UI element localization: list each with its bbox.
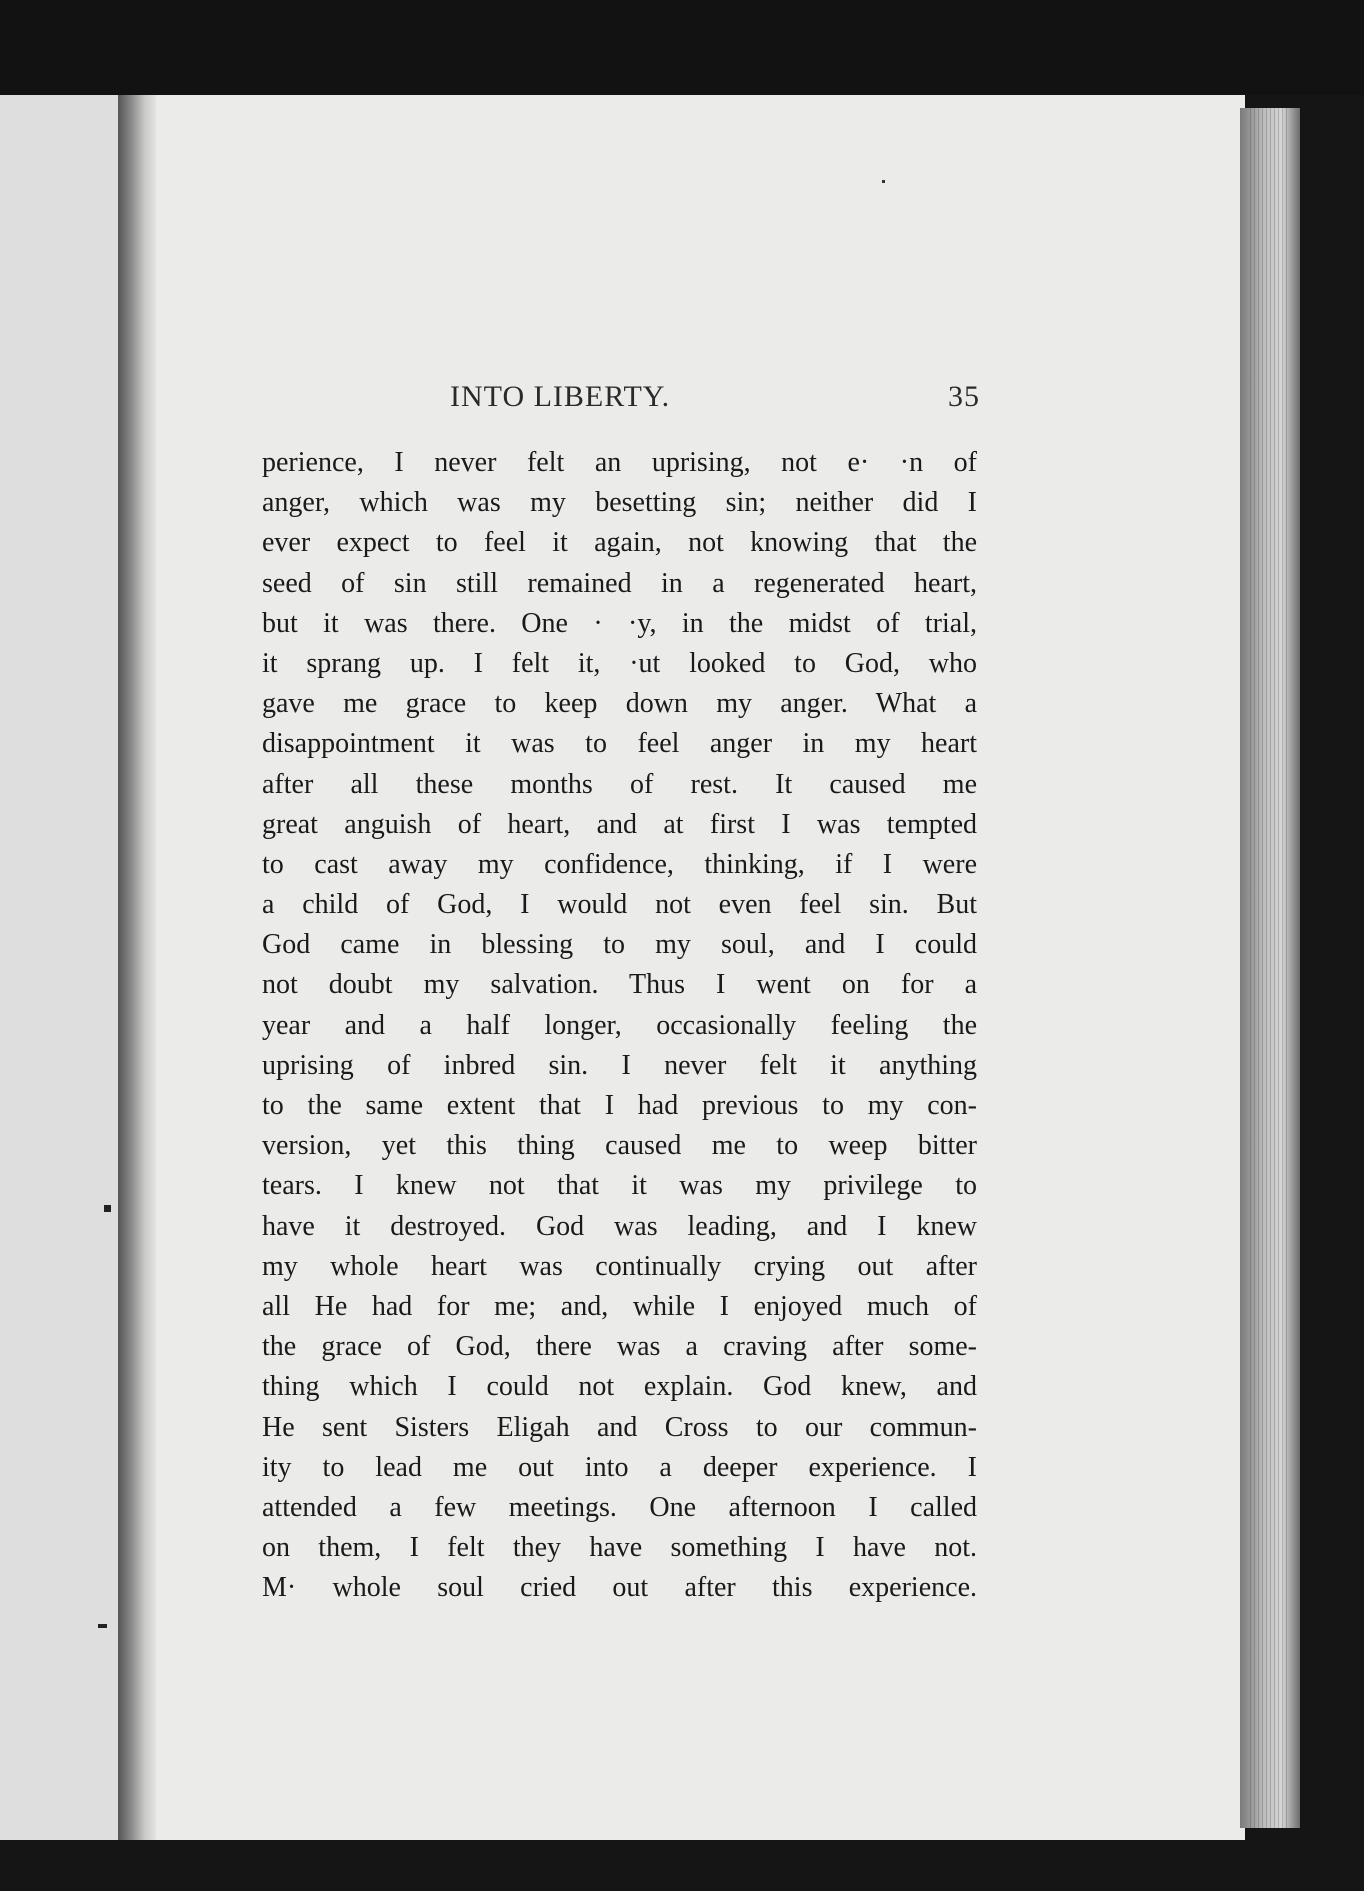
running-title: INTO LIBERTY. [450,380,671,413]
body-text [262,443,977,1608]
text-line: great anguish of heart, and at first I was tempted [262,808,977,840]
text-line: on them, I felt they have something I have not. [262,1532,977,1564]
text-line: M· whole soul cried out after this experience. [262,1572,977,1604]
book-spine-shadow [118,95,156,1840]
text-line: the grace of God, there was a craving after some- [262,1331,977,1363]
text-line: uprising of inbred sin. I never felt it anything [262,1049,977,1081]
margin-speck [104,1205,111,1212]
text-line: year and a half longer, occasionally feeling the [262,1009,977,1041]
text-line: have it destroyed. God was leading, and I knew [262,1210,977,1242]
margin-speck [98,1624,107,1628]
text-line: all He had for me; and, while I enjoyed much of [262,1290,977,1322]
text-line: version, yet this thing caused me to weep bitter [262,1130,977,1162]
text-line: anger, which was my besetting sin; neither did I [262,487,977,519]
text-line: to cast away my confidence, thinking, if I were [262,848,977,880]
text-line: seed of sin still remained in a regenerated heart, [262,567,977,599]
text-line: not doubt my salvation. Thus I went on for a [262,969,977,1001]
print-speck [882,180,885,183]
text-line: ever expect to feel it again, not knowing that the [262,527,977,559]
facing-page-edge [0,95,118,1840]
text-line: tears. I knew not that it was my privilege to [262,1170,977,1202]
page-number: 35 [948,380,980,413]
text-line: gave me grace to keep down my anger. What a [262,688,977,720]
text-line: attended a few meetings. One afternoon I called [262,1491,977,1523]
text-line: disappointment it was to feel anger in my heart [262,728,977,760]
text-line: thing which I could not explain. God knew, and [262,1371,977,1403]
text-line: a child of God, I would not even feel sin. But [262,889,977,921]
text-line: ity to lead me out into a deeper experience. I [262,1451,977,1483]
text-line: but it was there. One · ·y, in the midst of trial, [262,607,977,639]
page-block-edge-lines [1250,108,1290,1828]
text-line: to the same extent that I had previous to my con- [262,1090,977,1121]
text-line: God came in blessing to my soul, and I could [262,929,977,961]
text-line: my whole heart was continually crying out after [262,1250,977,1282]
running-head [450,380,990,420]
text-line: it sprang up. I felt it, ·ut looked to God, who [262,647,977,679]
scan-border-top [0,0,1364,95]
text-line: after all these months of rest. It caused me [262,768,977,800]
text-line: perience, I never felt an uprising, not e· ·n of [262,447,977,478]
text-line: He sent Sisters Eligah and Cross to our commun- [262,1411,977,1443]
